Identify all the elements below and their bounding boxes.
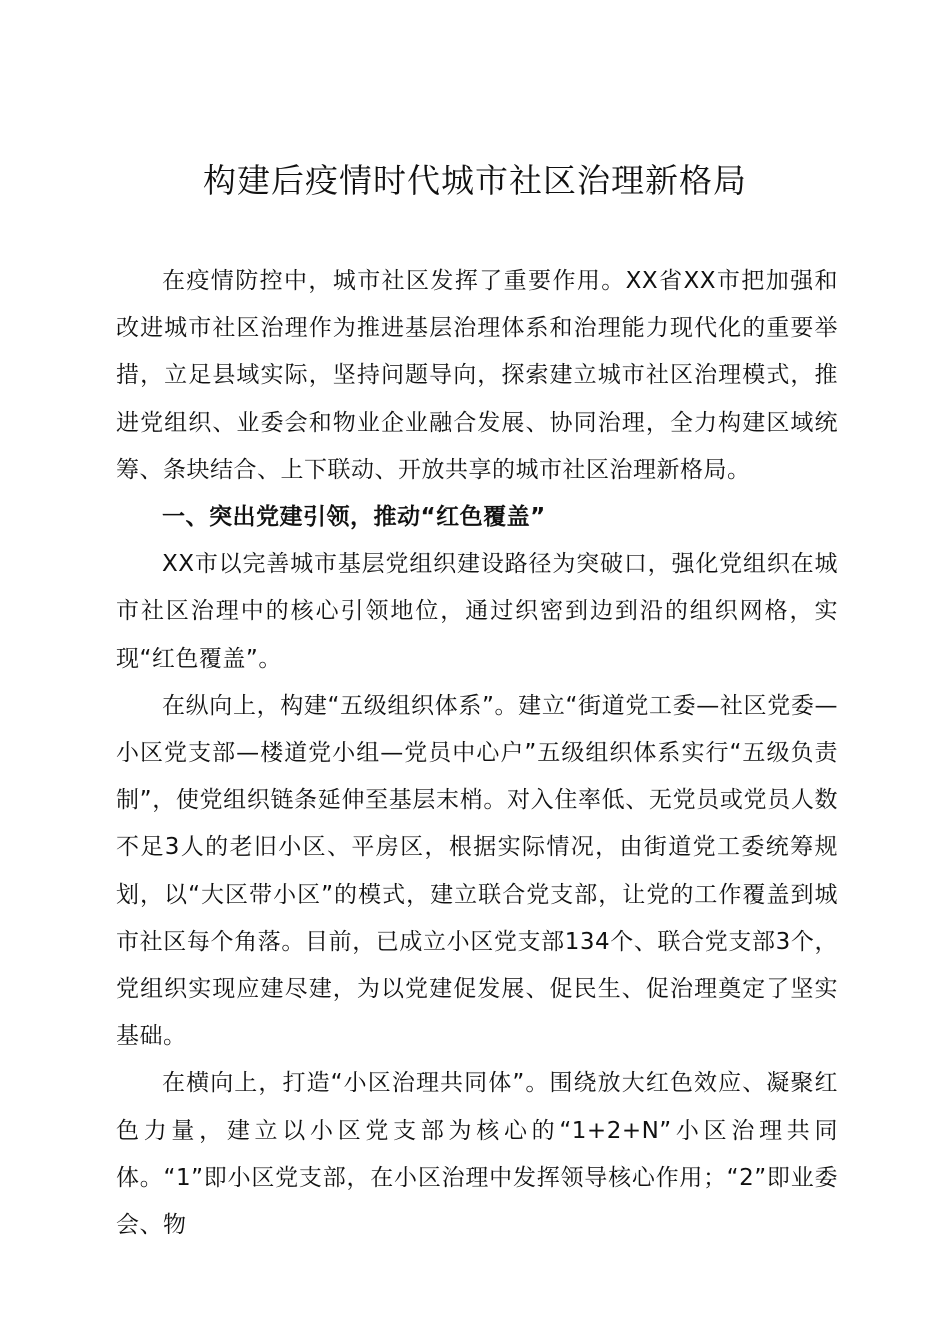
section-1-paragraph-1: XX市以完善城市基层党组织建设路径为突破口，强化党组织在城市社区治理中的核心引领地位，通过织密到边到沿的组织网格，实现“红色覆盖”。 xyxy=(116,551,838,672)
intro-paragraph: 在疫情防控中，城市社区发挥了重要作用。XX省XX市把加强和改进城市社区治理作为推进基层治理体系和治理能力现代化的重要举措，立足县域实际，坚持问题导向，探索建立城市社区治理模式，推进党组织、业委会和物业企业融合发展、协同治理，全力构建区域统筹、条块结合、上下联动、开放共享的城市社区治理新格局。 xyxy=(116,268,838,483)
section-1-paragraph-3: 在横向上，打造“小区治理共同体”。围绕放大红色效应、凝聚红色力量，建立以小区党支部为核心的“1+2+N”小区治理共同体。“1”即小区党支部，在小区治理中发挥领导核心作用；“2”即业委会、物 xyxy=(116,1070,838,1239)
document-title: 构建后疫情时代城市社区治理新格局 xyxy=(203,161,747,200)
document-body xyxy=(116,258,838,1249)
section-1-paragraph-2: 在纵向上，构建“五级组织体系”。建立“街道党工委—社区党委—小区党支部—楼道党小组—党员中心户”五级组织体系实行“五级负责制”，使党组织链条延伸至基层末梢。对入住率低、无党员或党员人数不足3人的老旧小区、平房区，根据实际情况，由街道党工委统筹规划，以“大区带小区”的模式，建立联合党支部，让党的工作覆盖到城市社区每个角落。目前，已成立小区党支部134个、联合党支部3个，党组织实现应建尽建，为以党建促发展、促民生、促治理奠定了坚实基础。 xyxy=(116,692,838,1050)
section-heading-1: 一、突出党建引领，推动“红色覆盖” xyxy=(162,504,546,531)
